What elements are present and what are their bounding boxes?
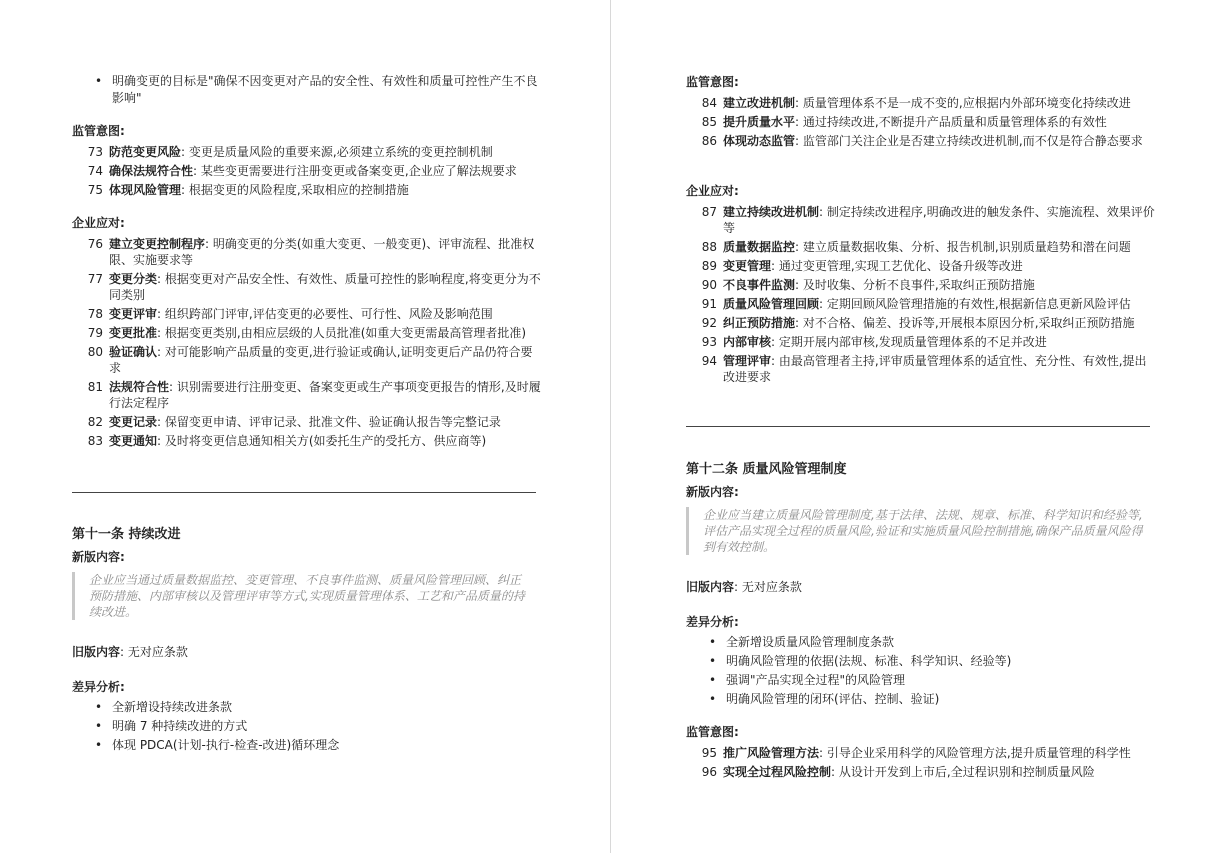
diff-label: 差异分析: [686,615,739,629]
section-label: 企业应对: [72,216,125,230]
bullet-item: • 全新增设持续改进条款 [90,699,542,716]
bullet-item: • 明确 7 种持续改进的方式 [90,718,542,735]
response-section [72,215,542,452]
list-item: 86 体现动态监管: 监管部门关注企业是否建立持续改进机制,而不仅是符合静态要求 [701,134,1143,148]
list-item: 87 建立持续改进机制: 制定持续改进程序,明确改进的触发条件、实施流程、效果评价等 [701,205,1155,235]
list-item: 74 确保法规符合性: 某些变更需要进行注册变更或备案变更,企业应了解法规要求 [87,164,517,178]
list-item: 91 质量风险管理回顾: 定期回顾风险管理措施的有效性,根据新信息更新风险评估 [701,297,1131,311]
list-item: 89 变更管理: 通过变更管理,实现工艺优化、设备升级等改进 [701,259,1023,273]
old-content-line: 旧版内容: 无对应条款 [72,645,188,659]
bullet-item: • 全新增设质量风险管理制度条款 [704,634,1156,651]
list-item: 93 内部审核: 定期开展内部审核,发现质量管理体系的不足并改进 [701,335,1047,349]
list-item: 75 体现风险管理: 根据变更的风险程度,采取相应的控制措施 [87,183,409,197]
article-section [686,461,1156,783]
section-label: 监管意图: [686,725,739,739]
new-content-quote: 企业应当建立质量风险管理制度,基于法律、法规、规章、标准、科学知识和经验等,评估产品实现全过程的质量风险,验证和实施质量风险控制措施,确保产品质量风险得到有效控制。 [686,507,1143,555]
article-section [72,526,542,756]
intent-section [72,123,542,201]
bullet-item: • 明确风险管理的依据(法规、标准、科学知识、经验等) [704,653,1156,670]
response-section [686,183,1156,388]
list-item: 76 建立变更控制程序: 明确变更的分类(如重大变更、一般变更)、评审流程、批准权限、实施要求等 [87,237,535,267]
list-item: 92 纠正预防措施: 对不合格、偏差、投诉等,开展根本原因分析,采取纠正预防措施 [701,316,1135,330]
bullet-item: • 强调"产品实现全过程"的风险管理 [704,672,1156,689]
list-item: 84 建立改进机制: 质量管理体系不是一成不变的,应根据内外部环境变化持续改进 [701,96,1131,110]
article-title: 第十一条 持续改进 [72,527,181,542]
list-item: 81 法规符合性: 识别需要进行注册变更、备案变更或生产事项变更报告的情形,及时履行法定程序 [87,380,541,410]
new-content-label: 新版内容: [72,550,125,564]
list-item: 94 管理评审: 由最高管理者主持,评审质量管理体系的适宜性、充分性、有效性,提出改进要求 [701,354,1147,384]
diff-list [704,634,1156,708]
list-item: 79 变更批准: 根据变更类别,由相应层级的人员批准(如重大变更需最高管理者批准) [87,326,527,340]
section-label: 企业应对: [686,184,739,198]
left-page [0,0,610,853]
list-item: 73 防范变更风险: 变更是质量风险的重要来源,必须建立系统的变更控制机制 [87,145,493,159]
new-content-label: 新版内容: [686,485,739,499]
horizontal-rule [72,492,536,493]
list-item: 77 变更分类: 根据变更对产品安全性、有效性、质量可控性的影响程度,将变更分为不同类别 [87,272,541,302]
list-item: 95 推广风险管理方法: 引导企业采用科学的风险管理方法,提升质量管理的科学性 [701,746,1131,760]
old-content-line: 旧版内容: 无对应条款 [686,580,802,594]
section-label: 监管意图: [72,124,125,138]
page-divider [610,0,611,853]
article-title: 第十二条 质量风险管理制度 [686,462,847,477]
list-item: 96 实现全过程风险控制: 从设计开发到上市后,全过程识别和控制质量风险 [701,765,1095,779]
diff-list [90,699,542,754]
bullet-item: • 体现 PDCA(计划-执行-检查-改进)循环理念 [90,737,542,754]
bullet-item: • 明确风险管理的闭环(评估、控制、验证) [704,691,1156,708]
right-page [613,0,1221,853]
list-item: 80 验证确认: 对可能影响产品质量的变更,进行验证或确认,证明变更后产品仍符合要求 [87,345,533,375]
section-label: 监管意图: [686,75,739,89]
intent-section [686,74,1156,152]
top-bullets [90,73,540,109]
list-item: 83 变更通知: 及时将变更信息通知相关方(如委托生产的受托方、供应商等) [87,434,487,448]
list-item: 85 提升质量水平: 通过持续改进,不断提升产品质量和质量管理体系的有效性 [701,115,1107,129]
new-content-quote: 企业应当通过质量数据监控、变更管理、不良事件监测、质量风险管理回顾、纠正预防措施、内部审核以及管理评审等方式,实现质量管理体系、工艺和产品质量的持续改进。 [72,572,529,620]
list-item: 78 变更评审: 组织跨部门评审,评估变更的必要性、可行性、风险及影响范围 [87,307,493,321]
diff-label: 差异分析: [72,680,125,694]
horizontal-rule [686,426,1150,427]
list-item: 82 变更记录: 保留变更申请、评审记录、批准文件、验证确认报告等完整记录 [87,415,501,429]
list-item: 88 质量数据监控: 建立质量数据收集、分析、报告机制,识别质量趋势和潜在问题 [701,240,1131,254]
bullet-item: • 明确变更的目标是"确保不因变更对产品的安全性、有效性和质量可控性产生不良影响" [90,73,540,107]
list-item: 90 不良事件监测: 及时收集、分析不良事件,采取纠正预防措施 [701,278,1035,292]
